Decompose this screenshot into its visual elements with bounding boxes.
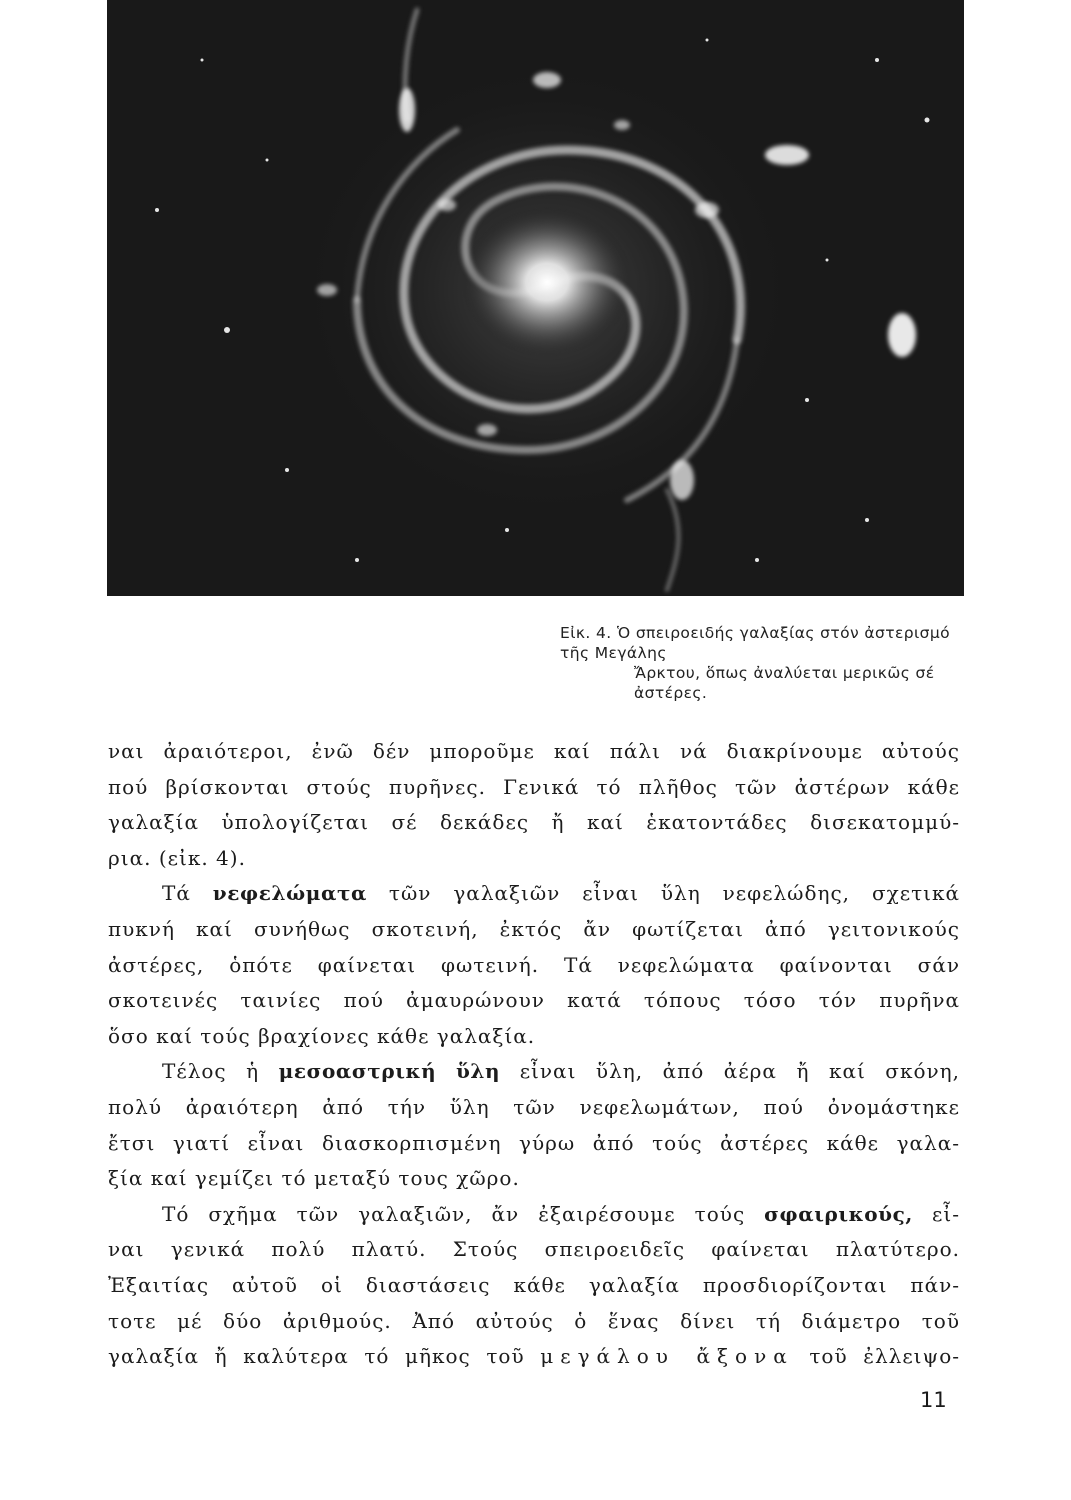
term-interstellar-matter: μεσοαστρική ὕλη [278, 1059, 501, 1084]
text-line: πού βρίσκονται στούς πυρῆνες. Γενικά τό πλῆθος τῶν ἀστέρων κάθε [108, 774, 960, 799]
paragraph-3 [108, 1054, 960, 1196]
galaxy-photograph [107, 0, 964, 596]
text-line: ναι ἀραιότεροι, ἐνῶ δέν μποροῦμε καί πάλι νά διακρίνουμε αὐτούς [108, 739, 960, 763]
text-line: σκοτεινές ταινίες πού ἀμαυρώνουν κατά τόπους τόσο τόν πυρῆνα [108, 988, 960, 1013]
figure-caption [560, 623, 980, 703]
text-line: πολύ ἀραιότερη ἀπό τήν ὕλη τῶν νεφελωμάτων, πού ὀνομάστηκε [108, 1094, 960, 1119]
text-line: Ἐξαιτίας αὐτοῦ οἱ διαστάσεις κάθε γαλαξία προσδιορίζονται πάν- [108, 1272, 960, 1297]
caption-line-1: Εἰκ. 4. Ὁ σπειροειδής γαλαξίας στόν ἀστερισμό τῆς Μεγάλης [560, 624, 951, 662]
text-line: τοτε μέ δύο ἀριθμούς. Ἀπό αὐτούς ὁ ἕνας δίνει τή διάμετρο τοῦ [108, 1308, 960, 1333]
text-line: ρια. (εἰκ. 4). [108, 845, 246, 870]
spiral-galaxy-image [107, 0, 964, 596]
text-line: ὅσο καί τούς βραχίονες κάθε γαλαξία. [108, 1023, 536, 1048]
caption-line-2: Ἄρκτου, ὅπως ἀναλύεται μερικῶς σέ ἀστέρες. [634, 664, 935, 702]
page-number: 11 [920, 1388, 947, 1412]
text-line: ναι γενικά πολύ πλατύ. Στούς σπειροειδεῖς φαίνεται πλατύτερο. [108, 1237, 960, 1262]
text-line: Τέλος ἡ μεσοαστρική ὕλη εἶναι ὕλη, ἀπό ἀέρα ἤ καί σκόνη, [162, 1059, 960, 1084]
text-line: Τό σχῆμα τῶν γαλαξιῶν, ἄν ἐξαιρέσουμε τούς σφαιρικούς, εἶ- [162, 1201, 960, 1226]
term-spherical: σφαιρικούς, [764, 1201, 913, 1226]
text-line: γαλαξία ὑπολογίζεται σέ δεκάδες ἤ καί ἑκατοντάδες δισεκατομμύ- [108, 810, 960, 835]
paragraph-1 [108, 734, 960, 876]
text-line: Τά νεφελώματα τῶν γαλαξιῶν εἶναι ὕλη νεφελώδης, σχετικά [162, 881, 960, 906]
text-line: πυκνή καί συνήθως σκοτεινή, ἐκτός ἄν φωτίζεται ἀπό γειτονικούς [108, 916, 960, 941]
paragraph-2 [108, 876, 960, 1054]
text-line: γαλαξία ἤ καλύτερα τό μῆκος τοῦ μεγάλου ἄξονα τοῦ ἐλλειψο- [108, 1344, 961, 1369]
spaced-term-major-axis: μεγάλου ἄξονα [540, 1344, 794, 1369]
paragraph-4 [108, 1197, 960, 1375]
body-text [108, 734, 960, 1375]
text-line: ξία καί γεμίζει τό μεταξύ τους χῶρο. [108, 1166, 520, 1191]
term-nebulae: νεφελώματα [212, 881, 367, 906]
text-line: ἔτσι γιατί εἶναι διασκορπισμένη γύρω ἀπό τούς ἀστέρες κάθε γαλα- [108, 1130, 960, 1155]
text-line: ἀστέρες, ὁπότε φαίνεται φωτεινή. Τά νεφελώματα φαίνονται σάν [108, 952, 960, 977]
